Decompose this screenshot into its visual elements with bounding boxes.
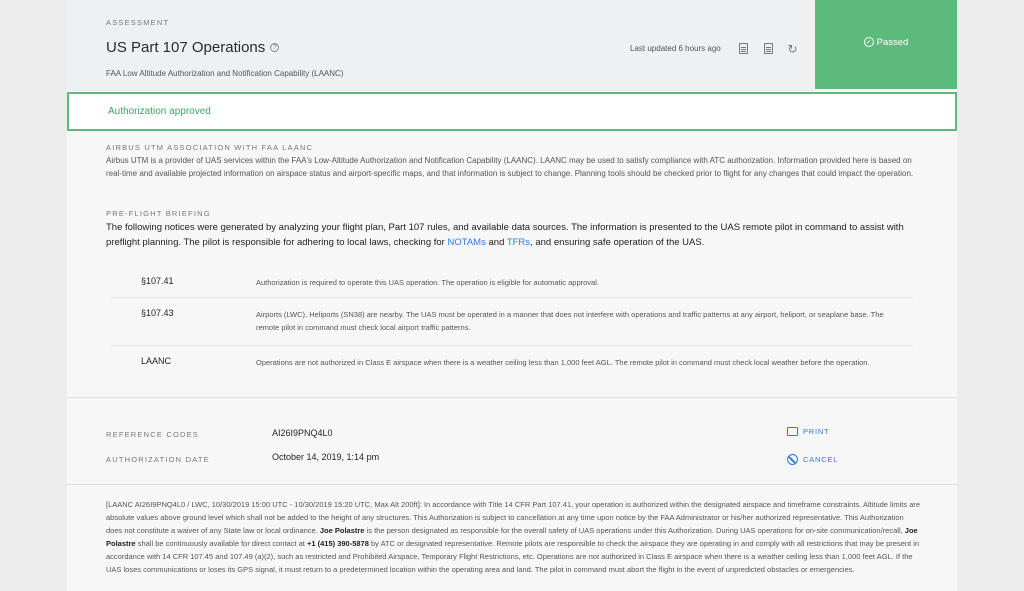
header-label: ASSESSMENT	[106, 18, 170, 27]
rule-code: §107.43	[141, 308, 174, 318]
pilot-phone: +1 (415) 390-5878	[306, 539, 369, 548]
status-label: Passed	[876, 36, 909, 48]
document-icon[interactable]	[738, 42, 749, 55]
last-updated: Last updated 6 hours ago	[630, 44, 721, 53]
briefing-text	[106, 221, 921, 250]
check-circle-icon: ✓	[864, 37, 874, 47]
legal-text-part: shall be continuously available for direct contact at	[135, 539, 307, 548]
briefing-label: PRE-FLIGHT BRIEFING	[106, 209, 211, 218]
cancel-button[interactable]	[787, 454, 838, 465]
legal-text-part: by ATC or designated representative. Remote pilots are responsible to check the airspace they are operating in and comply with all restrictions that may be present in accordance with 14 CFR 107.45 and 107.49 (a)(2), such as restricted and Prohibited Airspace, Temporary Flight Restrictions, etc. Operations are not authorized in Class E airspace when there is a weather ceiling less than 1,000 feet AGL. If the UAS loses communications or loses its GPS signal, it must return to a predetermined location within the operating area and land. The pilot in command must abort the flight in the event of unpredicted obstacles or emergencies.	[106, 539, 920, 574]
pilot-name: Joe Polastre	[106, 526, 918, 548]
briefing-text-before: The following notices were generated by analyzing your flight plan, Part 107 rules, and available data sources. The information is presented to the UAS remote pilot in command to assist with preflight planning. The pilot is responsible for adhering to local laws, checking for	[106, 222, 904, 248]
assessment-panel	[67, 0, 957, 591]
legal-text-part: is the person designated as responsible for the overall safety of UAS operations under this Authorization. During UAS operations for on-site communication/recall,	[364, 526, 905, 535]
assessment-header	[67, 0, 815, 91]
help-icon[interactable]: ?	[270, 43, 279, 52]
briefing-text-mid: and	[485, 236, 507, 248]
cancel-label: CANCEL	[803, 455, 839, 464]
association-label: AIRBUS UTM ASSOCIATION WITH FAA LAANC	[106, 143, 314, 152]
reference-codes-value: AI26I9PNQ4L0	[272, 428, 333, 438]
list-item	[111, 266, 913, 298]
document-icon[interactable]	[763, 42, 774, 55]
rules-list	[111, 266, 913, 394]
legal-text-part: [LAANC AI26I9PNQ4L0 / LWC, 10/30/2019 15:00 UTC - 10/30/2019 15:20 UTC, Max Alt 200ft]: In accordance with Title 14 CFR Part 107.41, your operation is authorized within the designated airspace and timeframe constraints. Altitude limits are absolute values above ground level which shall not be added to the height of any structures. This Authorization is subject to cancellation at any time upon notice by the FAA Administrator or his/her authorized representative. This Authorization does not constitute a waiver of any State law or local ordinance.	[106, 500, 921, 535]
authorization-date-value: October 14, 2019, 1:14 pm	[272, 452, 380, 462]
refresh-icon[interactable]: ↻	[787, 41, 798, 56]
notams-link[interactable]: NOTAMs	[447, 236, 486, 248]
divider	[67, 484, 957, 485]
printer-icon	[787, 427, 798, 436]
authorization-legal-text	[106, 498, 921, 576]
rule-code: LAANC	[141, 356, 172, 366]
page-title	[106, 39, 279, 56]
authorization-date-label: AUTHORIZATION DATE	[106, 455, 210, 464]
rule-text: Operations are not authorized in Class E airspace when there is a weather ceiling less than 1,000 feet AGL. The remote pilot in command must check local weather before the operation.	[256, 358, 870, 367]
print-button[interactable]	[787, 427, 830, 436]
page-subtitle: FAA Low Altitude Authorization and Notification Capability (LAANC)	[106, 69, 344, 78]
status-badge	[815, 0, 957, 89]
association-text: Airbus UTM is a provider of UAS services within the FAA's Low-Altitude Authorization and Notification Capability (LAANC). LAANC may be used to satisfy compliance with ATC authorization. Information provided here is based on real-time and available projected information on airspace status and airport-specific maps, and that information is subject to change. Planning tools should be checked prior to flight for any changes that could impact the operation.	[106, 156, 914, 178]
briefing-text-after: , and ensuring safe operation of the UAS.	[530, 236, 705, 248]
tfrs-link[interactable]: TFRs	[506, 236, 531, 248]
approval-text: Authorization approved	[108, 106, 211, 117]
rule-code: §107.41	[141, 276, 174, 286]
cancel-icon	[787, 454, 798, 465]
print-label: PRINT	[803, 427, 830, 436]
divider	[67, 397, 957, 398]
rule-text: Authorization is required to operate this UAS operation. The operation is eligible for automatic approval.	[256, 278, 599, 287]
rule-text: Airports (LWC), Heliports (SN38) are nearby. The UAS must be operated in a manner that does not interfere with operations and traffic patterns at any airport, heliport, or seaplane base. The remote pilot in command must check local airport traffic patterns.	[256, 310, 884, 332]
approval-banner	[67, 92, 957, 131]
page-title-text: US Part 107 Operations	[106, 39, 266, 56]
pilot-name: Joe Polastre	[319, 526, 365, 535]
reference-codes-label: REFERENCE CODES	[106, 430, 200, 439]
list-item	[111, 346, 913, 394]
list-item	[111, 298, 913, 346]
